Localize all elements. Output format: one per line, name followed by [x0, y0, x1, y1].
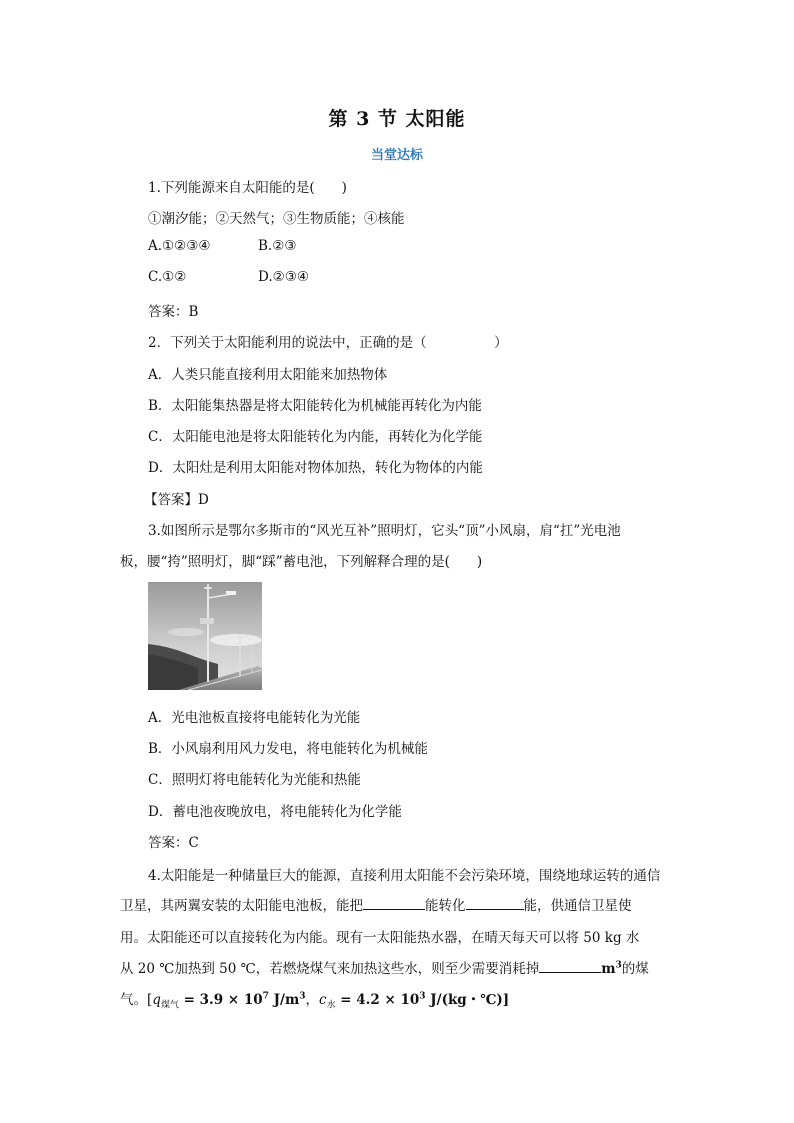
- q4-line5: [120, 988, 509, 1011]
- q1-items: ①潮汐能；②天然气；③生物质能；④核能: [148, 211, 405, 227]
- q3-answer: 答案：C: [148, 835, 199, 851]
- q4-q-value: = 3.9 × 10: [178, 992, 263, 1008]
- q1-option-c: C.①②: [148, 269, 187, 285]
- q4-c-symbol: c: [319, 992, 327, 1008]
- street-lamp-photo: [148, 582, 262, 690]
- q2-option-d: D．太阳灶是利用太阳能对物体加热，转化为物体的内能: [148, 460, 483, 476]
- q4-q-unit-exp: 3: [299, 991, 306, 1002]
- q4-line2-text-a: 卫星，其两翼安装的太阳能电池板，能把: [120, 898, 363, 914]
- q4-line4-text-c: 的煤: [621, 961, 649, 977]
- q4-line4: [120, 957, 649, 977]
- q3-stem-line2: 板，腰“挎”照明灯，脚“踩”蓄电池，下列解释合理的是( ): [120, 554, 483, 570]
- section-subtitle: 当堂达标: [370, 148, 423, 163]
- q4-line3: 用。太阳能还可以直接转化为内能。现有一太阳能热水器，在晴天每天可以将 50 kg 水: [120, 930, 640, 946]
- q4-q-exp: 7: [262, 991, 269, 1002]
- q4-line2: [120, 894, 632, 914]
- q2-option-c: C．太阳能电池是将太阳能转化为内能，再转化为化学能: [148, 429, 483, 445]
- q1-answer: 答案：B: [148, 304, 199, 320]
- q4-c-subscript: 水: [326, 1000, 336, 1011]
- q4-q-symbol: q: [152, 992, 161, 1008]
- q2-answer: 【答案】D: [144, 492, 209, 508]
- section-title: 第 3 节 太阳能: [328, 108, 466, 130]
- q4-blank-3[interactable]: [539, 958, 601, 973]
- q4-comma: ，: [305, 992, 319, 1008]
- q4-c-value: = 4.2 × 10: [335, 992, 420, 1008]
- q4-c-unit: J/(kg・℃)]: [425, 992, 510, 1008]
- q3-stem-line1: 3.如图所示是鄂尔多斯市的“风光互补”照明灯，它头“顶”小风扇，肩“扛”光电池: [148, 523, 621, 539]
- q4-unit-sup: 3: [615, 960, 622, 971]
- q1-option-a: A.①②③④: [148, 238, 211, 254]
- q1-option-b: B.②③: [258, 238, 297, 254]
- q4-blank-2[interactable]: [466, 895, 524, 910]
- q4-line2-text-c: 能，供通信卫星使: [523, 898, 632, 914]
- q4-q-unit: J/m: [268, 992, 300, 1008]
- q2-option-a: A．人类只能直接利用太阳能来加热物体: [148, 367, 388, 383]
- q1-option-d: D.②③④: [258, 269, 309, 285]
- q1-stem: 1.下列能源来自太阳能的是( ): [148, 180, 347, 196]
- q4-unit-m: m: [601, 961, 616, 977]
- q3-option-d: D．蓄电池夜晚放电，将电能转化为化学能: [148, 804, 402, 820]
- q4-bracket-open: 气。[: [120, 992, 153, 1008]
- q3-option-c: C．照明灯将电能转化为光能和热能: [148, 772, 361, 788]
- q4-line2-text-b: 能转化: [425, 898, 466, 914]
- q4-line1: 4.太阳能是一种储量巨大的能源，直接利用太阳能不会污染环境，围绕地球运转的通信: [148, 868, 661, 884]
- q4-line4-text-a: 从 20 ℃加热到 50 ℃，若燃烧煤气来加热这些水，则至少需要消耗掉: [120, 961, 540, 977]
- q2-stem: 2．下列关于太阳能利用的说法中，正确的是（ ）: [148, 335, 508, 351]
- q4-c-exp: 3: [419, 991, 426, 1002]
- q4-q-subscript: 煤气: [160, 1000, 179, 1011]
- q3-option-b: B．小风扇利用风力发电，将电能转化为机械能: [148, 741, 428, 757]
- q4-blank-1[interactable]: [363, 895, 425, 910]
- q3-option-a: A．光电池板直接将电能转化为光能: [148, 710, 361, 726]
- q2-option-b: B．太阳能集热器是将太阳能转化为机械能再转化为内能: [148, 398, 482, 414]
